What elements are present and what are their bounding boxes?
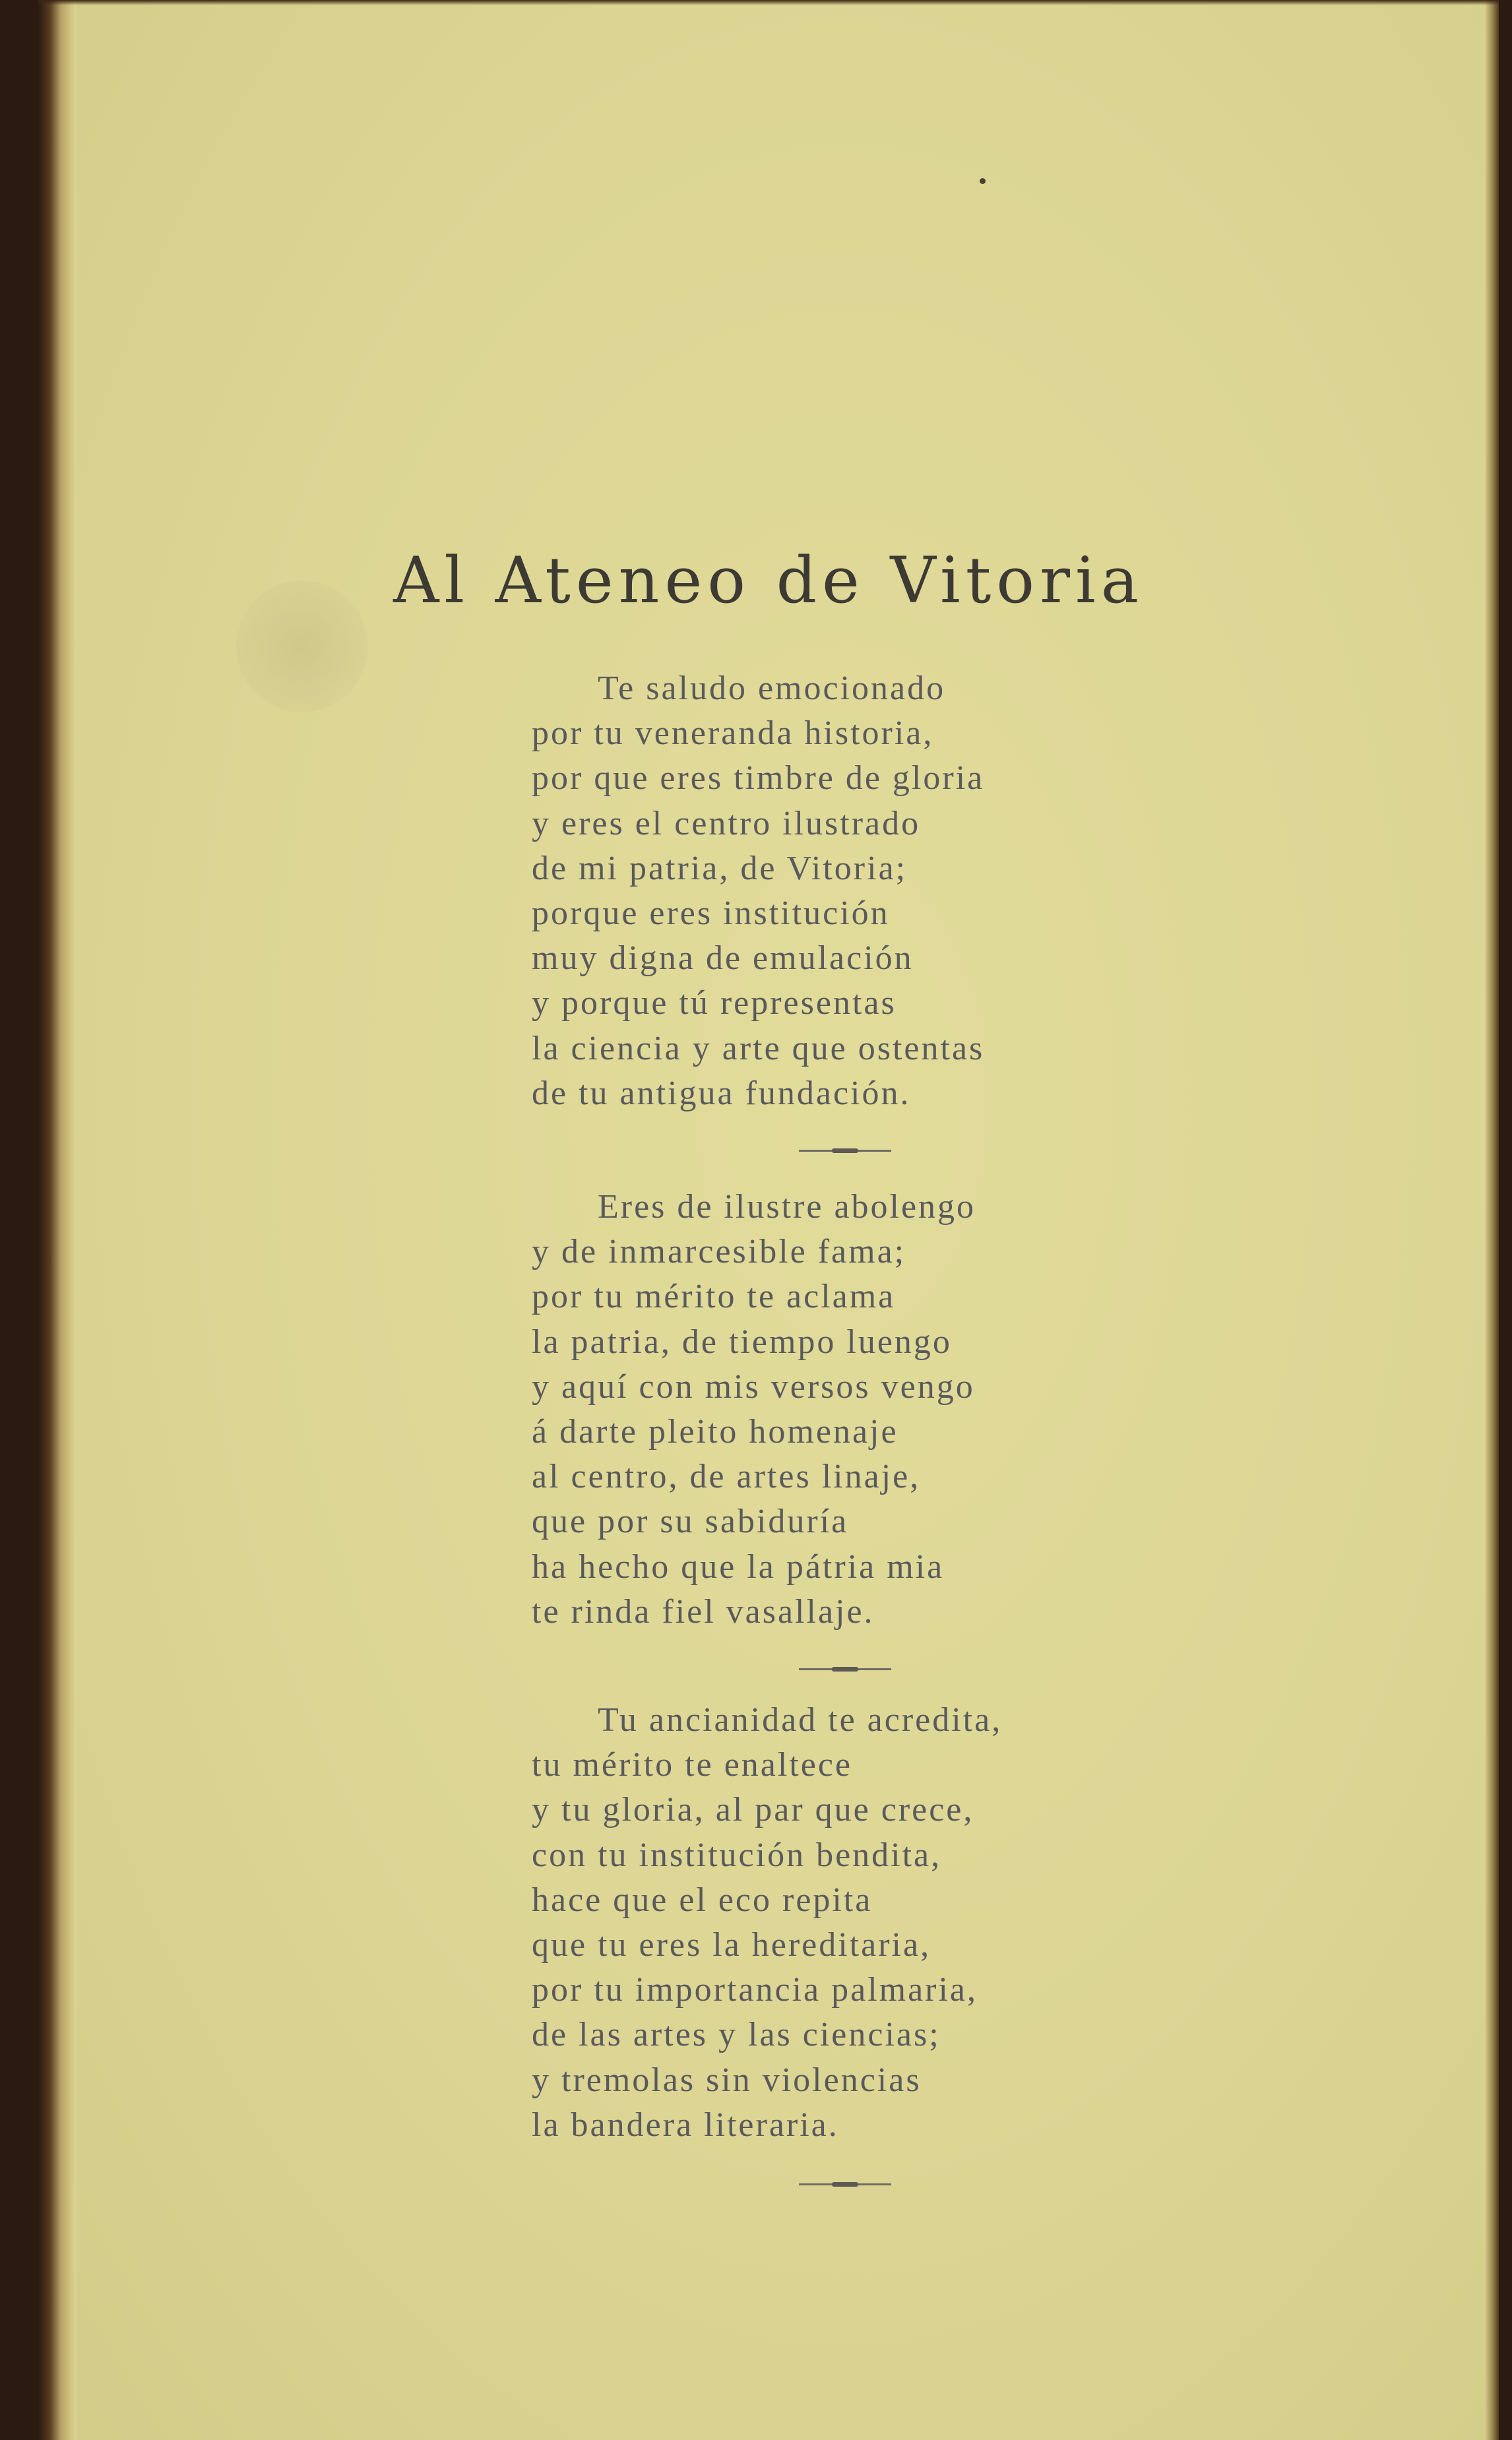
poem-line: y porque tú representas (532, 984, 897, 1022)
stanza-divider (799, 2172, 891, 2198)
poem-line: Tu ancianidad te acredita, (598, 1701, 1003, 1739)
poem-line: de mi patria, de Vitoria; (532, 849, 908, 887)
poem-line: la bandera literaria. (532, 2106, 839, 2144)
poem-line: por que eres timbre de gloria (532, 759, 985, 798)
stanza-divider (799, 1656, 891, 1683)
poem-line: por tu mérito te aclama (532, 1278, 896, 1316)
page-top-edge (38, 0, 1499, 5)
stanza-3 (532, 1698, 1002, 2148)
poem-line: por tu importancia palmaria, (532, 1971, 978, 2009)
poem-line: y eres el centro ilustrado (532, 804, 921, 842)
book-page (38, 0, 1499, 2440)
poem-line: que por su sabiduría (532, 1503, 849, 1541)
poem-line: al centro, de artes linaje, (532, 1458, 921, 1496)
poem-line: y tu gloria, al par que crece, (532, 1791, 974, 1829)
poem-line: de las artes y las ciencias; (532, 2016, 941, 2054)
poem-line: de tu antigua fundación. (532, 1074, 911, 1112)
poem-line: la ciencia y arte que ostentas (532, 1029, 985, 1067)
poem-line: muy digna de emulación (532, 939, 914, 978)
page-right-edge (1486, 0, 1499, 2440)
poem-line: por tu veneranda historia, (532, 714, 934, 753)
stanza-divider (799, 1138, 891, 1164)
poem-title: Al Ateneo de Vitoria (393, 544, 1144, 617)
poem-line: á darte pleito homenaje (532, 1413, 898, 1451)
page-binding-edge (38, 0, 77, 2440)
poem-line: Te saludo emocionado (598, 670, 946, 707)
poem-line: con tu institución bendita, (532, 1836, 942, 1874)
poem-line: la patria, de tiempo luengo (532, 1323, 952, 1361)
stanza-2 (532, 1185, 976, 1635)
ink-speck (980, 178, 986, 184)
poem-line: y tremolas sin violencias (532, 2061, 922, 2099)
poem-line: que tu eres la hereditaria, (532, 1926, 931, 1964)
poem-line: te rinda fiel vasallaje. (532, 1592, 875, 1631)
poem-line: hace que el eco repita (532, 1881, 873, 1919)
poem-line: tu mérito te enaltece (532, 1746, 853, 1784)
stanza-1 (532, 666, 984, 1116)
poem-line: porque eres institución (532, 894, 890, 933)
poem-line: y de inmarcesible fama; (532, 1233, 906, 1271)
poem-line: ha hecho que la pátria mia (532, 1548, 945, 1586)
poem-line: y aquí con mis versos vengo (532, 1367, 975, 1406)
poem-line: Eres de ilustre abolengo (598, 1188, 976, 1226)
